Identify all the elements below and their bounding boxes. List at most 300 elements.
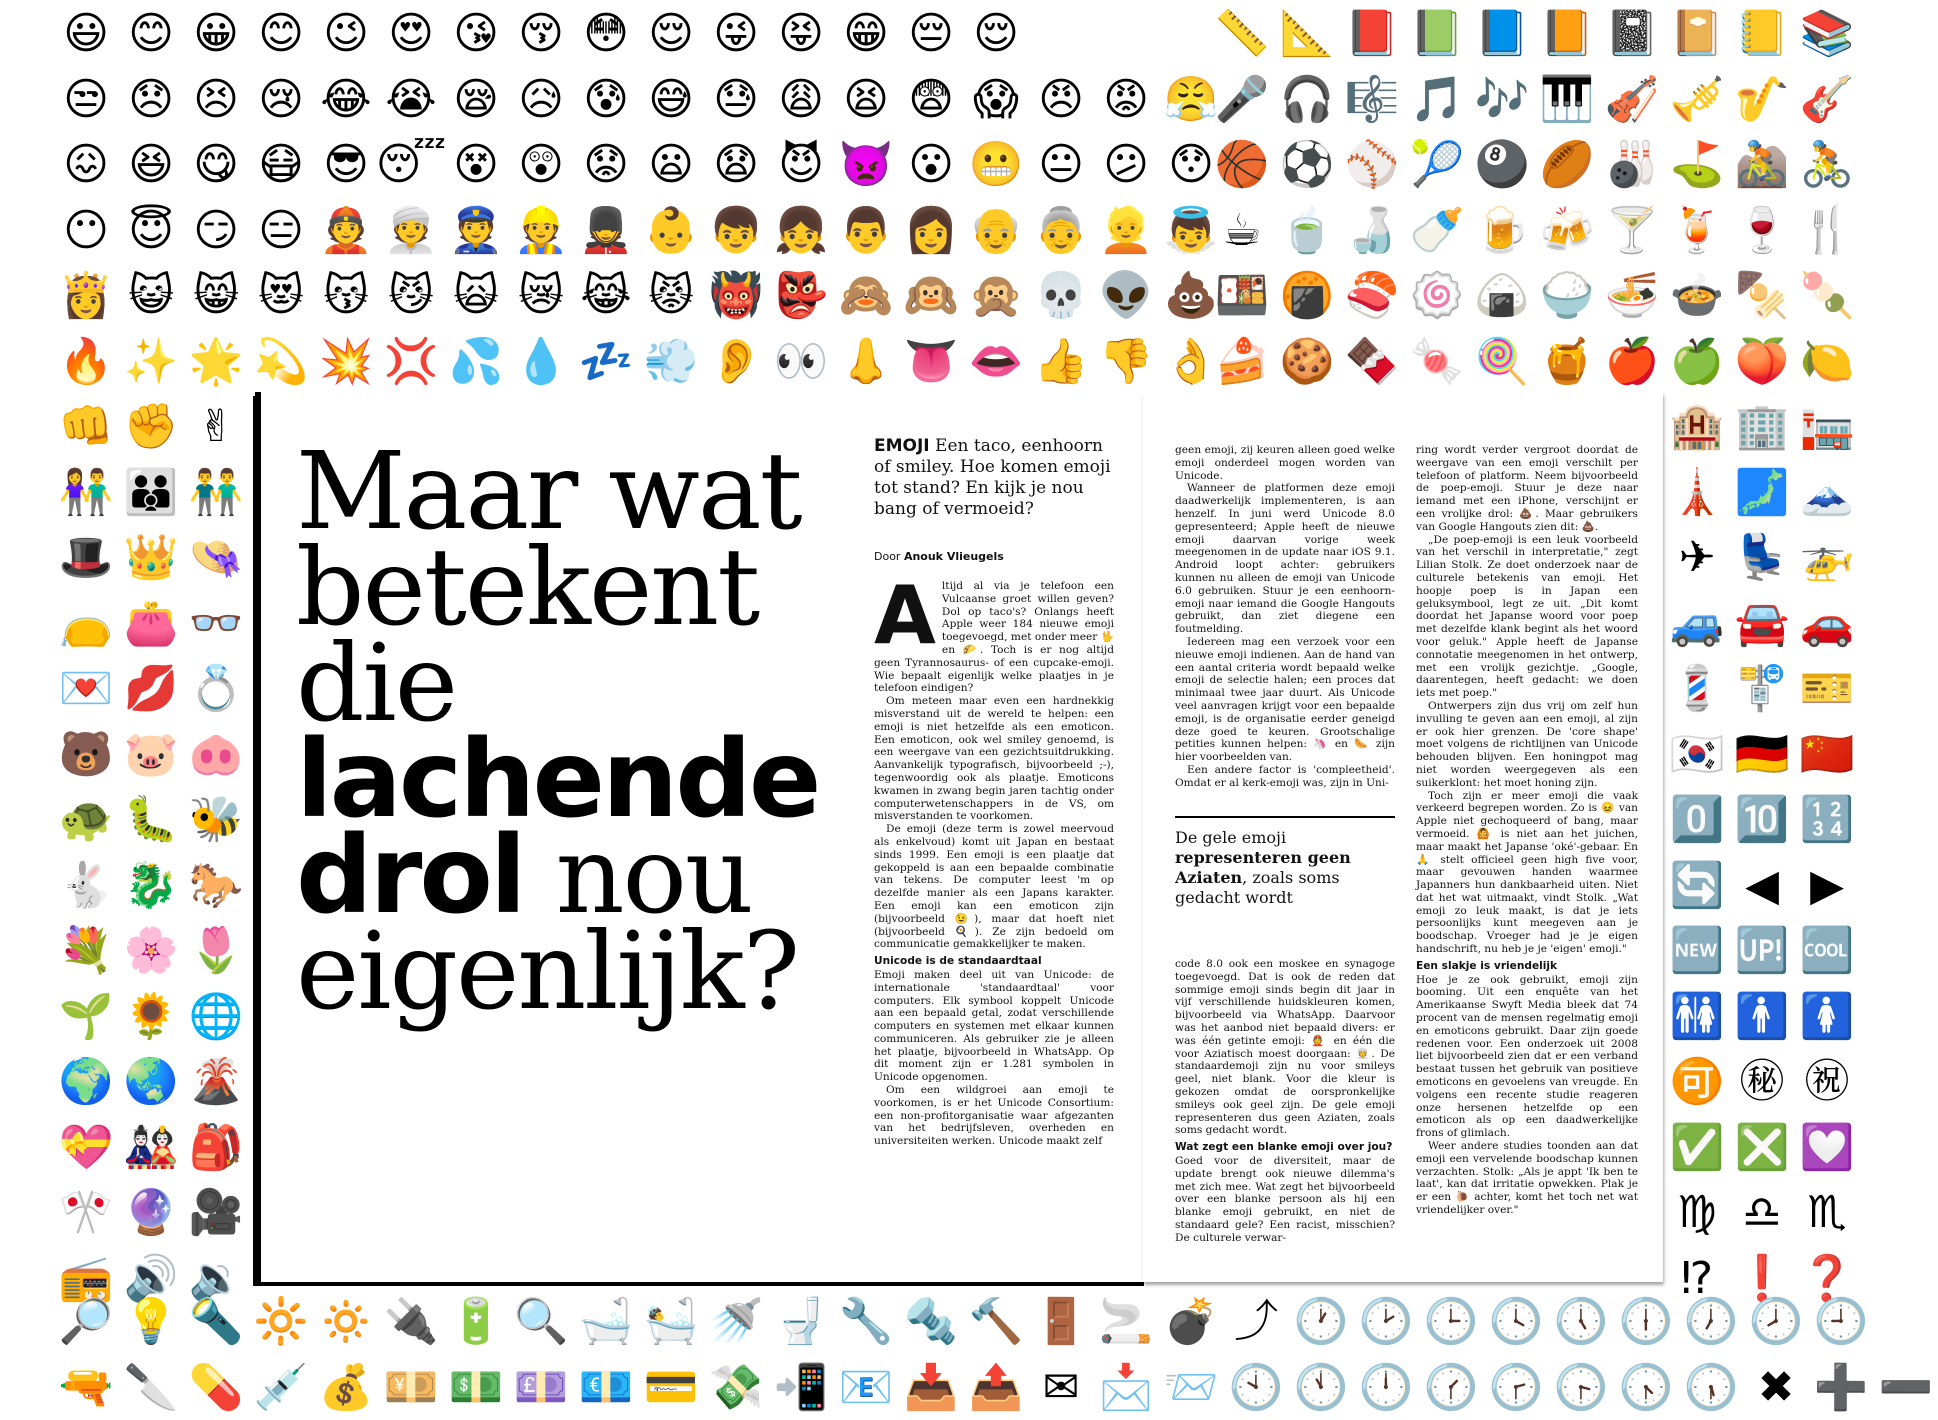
emoji-icon: 🍻 xyxy=(1539,204,1595,256)
emoji-icon: 😁 xyxy=(843,8,889,59)
emoji-icon: 🍺 xyxy=(1474,204,1530,256)
emoji-icon: 😥 xyxy=(518,73,564,125)
emoji-icon: 🆕 xyxy=(1669,925,1725,976)
emoji-icon: 🎶 xyxy=(1474,73,1530,125)
emoji-icon: 🔅 xyxy=(318,1296,374,1347)
emoji-icon: 🍴 xyxy=(1799,204,1855,256)
emoji-icon: 🔮 xyxy=(123,1187,179,1238)
emoji-icon: 🔉 xyxy=(188,1252,244,1304)
emoji-icon: 👂 xyxy=(708,335,764,387)
emoji-icon: 🔟 xyxy=(1734,794,1790,845)
emoji-icon: 🚪 xyxy=(1033,1296,1089,1347)
emoji-icon: 😖 xyxy=(63,139,109,190)
emoji-icon: 🍭 xyxy=(1474,335,1530,387)
emoji-icon: 🎩 xyxy=(58,532,114,583)
emoji-icon: ◀ xyxy=(1745,859,1779,911)
emoji-icon: 🍬 xyxy=(1409,335,1465,387)
emoji-icon: 🍣 xyxy=(1344,270,1400,321)
emoji-icon: 🌟 xyxy=(188,335,244,387)
emoji-icon: 🍙 xyxy=(1474,270,1530,321)
byline-author: Anouk Vlieugels xyxy=(903,550,1004,563)
byline-prefix: Door xyxy=(874,550,904,563)
emoji-icon: 🔦 xyxy=(188,1296,244,1347)
paragraph: Om een wildgroei aan emoji te voorkomen, is er het Unicode Consortium: een non-profitorganisatie waar afgezanten van het bedrijfsleven, overheden en universiteiten werken. Unicode maakt zelf xyxy=(874,1084,1114,1148)
paragraph: Wanneer de platformen deze emoji daadwerkelijk implementeren, is aan henzelf. In juni werd Unicode 8.0 gepresenteerd; Apple heeft de nieuwe emoji daarvan vorige week meegenomen in de update naar iOS 9.1. Android loopt achter: gebruikers kunnen nu alleen de emoji van Unicode 6.0 gebruiken. Stuur je een eenhoorn-emoji naar iemand die Google Hangouts gebruikt, dan ziet diegene een foutmelding. xyxy=(1175,482,1395,636)
emoji-icon: 🍸 xyxy=(1604,204,1660,256)
emoji-icon: ♍ xyxy=(1677,1187,1717,1238)
emoji-icon: 🎌 xyxy=(58,1187,114,1238)
emoji-icon: 🔋 xyxy=(448,1296,504,1347)
headline-line-2: betekent xyxy=(296,526,759,650)
emoji-icon: 👫 xyxy=(58,466,114,518)
emoji-icon: 🍥 xyxy=(1409,270,1465,321)
emoji-icon: 🆙 xyxy=(1734,925,1790,976)
emoji-icon: 0️⃣ xyxy=(1669,794,1725,845)
emoji-icon: 📏 xyxy=(1214,8,1270,59)
emoji-icon: 😃 xyxy=(63,8,109,59)
emoji-icon: ⤴ xyxy=(1234,1296,1278,1347)
emoji-icon: 🚬 xyxy=(1098,1296,1154,1347)
emoji-icon: ✉ xyxy=(1042,1361,1080,1413)
emoji-icon: ✨ xyxy=(123,335,179,387)
emoji-icon: 👴 xyxy=(968,204,1024,256)
emoji-icon: ♏ xyxy=(1807,1187,1847,1238)
emoji-icon: 🕞 xyxy=(1553,1361,1609,1413)
emoji-icon: 👨 xyxy=(838,204,894,256)
emoji-icon: 😞 xyxy=(128,73,174,125)
emoji-icon: ㊙ xyxy=(1740,1056,1784,1107)
emoji-icon: 😒 xyxy=(63,73,109,125)
emoji-icon: ✈ xyxy=(1678,532,1716,583)
emoji-icon: 💝 xyxy=(58,1121,114,1173)
emoji-icon: 😢 xyxy=(258,73,304,125)
article-column-2 xyxy=(1175,444,1395,790)
emoji-icon: 🗾 xyxy=(1734,466,1790,518)
emoji-icon: 🕑 xyxy=(1358,1296,1414,1347)
emoji-icon: 🕚 xyxy=(1293,1361,1349,1413)
emoji-icon: 📩 xyxy=(1098,1361,1154,1413)
emoji-icon: 🍘 xyxy=(1279,270,1335,321)
emoji-icon: 😷 xyxy=(258,139,304,190)
emoji-icon: 😹 xyxy=(580,270,632,321)
emoji-icon: 👎 xyxy=(1098,335,1154,387)
emoji-icon: 😝 xyxy=(778,8,824,59)
emoji-icon: 😴 xyxy=(375,139,447,190)
emoji-icon: 💥 xyxy=(318,335,374,387)
emoji-icon: 📥 xyxy=(903,1361,959,1413)
pull-quote-bold: representeren geen Aziaten xyxy=(1175,848,1351,887)
emoji-icon: 🚹 xyxy=(1734,990,1790,1042)
emoji-icon: 💉 xyxy=(253,1361,309,1413)
emoji-icon: 👀 xyxy=(773,335,829,387)
emoji-icon: 😐 xyxy=(1038,139,1084,190)
emoji-icon: ☕ xyxy=(1222,204,1262,256)
emoji-icon: 💤 xyxy=(578,335,634,387)
emoji-icon: 😌 xyxy=(973,8,1019,59)
emoji-icon: 😯 xyxy=(1168,139,1214,190)
emoji-icon: ✌ xyxy=(197,401,235,452)
paragraph: Een andere factor is 'compleetheid'. Omdat er al kerk-emoji was, zijn in Uni- xyxy=(1175,763,1395,789)
paragraph: „De poep-emoji is een leuk voorbeeld van het verschil in interpretatie," zegt Lilian Stolk. Ze doet onderzoek naar de culturele betekenis van emoji. Het hoopje poep is in Japan een geluksymbool, legt ze uit. „Dit komt doordat het Japanse woord voor poep met dezelfde klank begint als het woord voor geluk." Apple heeft de Japanse connotatie meegenomen in het ontwerp, met een vrolijk gezichtje. „Google, daarentegen, heeft gedacht: we doen iets met poep." xyxy=(1416,533,1638,700)
emoji-icon: 🎻 xyxy=(1604,73,1660,125)
emoji-icon: 😠 xyxy=(1038,73,1084,125)
emoji-icon: 👺 xyxy=(773,270,829,321)
emoji-icon: 🌱 xyxy=(58,990,114,1042)
emoji-icon: 🔢 xyxy=(1799,794,1855,845)
emoji-icon: 😋 xyxy=(193,139,239,190)
emoji-icon: 🕜 xyxy=(1423,1361,1479,1413)
emoji-icon: 📚 xyxy=(1799,8,1855,59)
emoji-icon: 👪 xyxy=(123,466,179,518)
emoji-icon: 😤 xyxy=(1163,73,1219,125)
emoji-icon: 🗼 xyxy=(1669,466,1725,518)
emoji-icon: 🎧 xyxy=(1279,73,1335,125)
paragraph: Ontwerpers zijn dus vrij om zelf hun invulling te geven aan een emoji, al zijn er ook hier grenzen. De 'core shape' moet volgens de richtlijnen van Unicode behouden blijven. Een honingpot mag niet worden weergegeven als een suikerklont: het moet honing zijn. xyxy=(1416,699,1638,789)
emoji-icon: 🐻 xyxy=(58,728,114,780)
emoji-icon: 😺 xyxy=(128,270,174,321)
emoji-icon: 🛁 xyxy=(578,1296,634,1347)
emoji-icon: 📘 xyxy=(1474,8,1530,59)
emoji-icon: 🕐 xyxy=(1293,1296,1349,1347)
emoji-icon: 📨 xyxy=(1163,1361,1219,1413)
emoji-icon: 🔪 xyxy=(123,1361,179,1413)
emoji-icon: 🐇 xyxy=(58,859,114,911)
emoji-icon: 😅 xyxy=(648,73,694,125)
emoji-icon: 🎸 xyxy=(1799,73,1855,125)
emoji-icon: 👝 xyxy=(58,597,114,649)
emoji-icon: 🕒 xyxy=(1423,1296,1479,1347)
emoji-icon: 🍯 xyxy=(1539,335,1595,387)
emoji-icon: 🕘 xyxy=(1813,1296,1869,1347)
emoji-icon: 💴 xyxy=(383,1361,439,1413)
emoji-icon: 👩 xyxy=(903,204,959,256)
emoji-icon: 🍶 xyxy=(1344,204,1400,256)
emoji-icon: 💀 xyxy=(1033,270,1089,321)
emoji-icon: 😻 xyxy=(258,270,304,321)
emoji-icon: 🍫 xyxy=(1344,335,1400,387)
emoji-icon: 🙈 xyxy=(838,270,894,321)
headline-line-1: Maar wat xyxy=(296,430,801,554)
emoji-icon: 💐 xyxy=(58,925,114,976)
emoji-icon: 🕕 xyxy=(1618,1296,1674,1347)
emoji-icon: 🌏 xyxy=(123,1056,179,1107)
emoji-icon: 🏣 xyxy=(1799,401,1855,452)
emoji-icon: 😔 xyxy=(908,8,954,59)
emoji-icon: 💶 xyxy=(578,1361,634,1413)
emoji-icon: 📤 xyxy=(968,1361,1024,1413)
emoji-icon: 📲 xyxy=(773,1361,829,1413)
emoji-icon: 😪 xyxy=(453,73,499,125)
emoji-icon: 🕙 xyxy=(1228,1361,1284,1413)
emoji-icon: 🚻 xyxy=(1669,990,1725,1042)
paragraph: Toch zijn er meer emoji die vaak verkeerd begrepen worden. Zo is 😖 van Apple niet gechoqueerd of bang, maar vermoeid. 🙆 is niet aan het juichen, maar maakt het Japanse 'oké'-gebaar. En 🙏 stelt officieel geen high five voor, maar gevouwen handen waarmee Japanners hun dankbaarheid uiten. Niet dat het wat uitmaakt, vindt Stolk. „Wat emoji zo leuk maakt, is dat je iets persoonlijks kunt meegeven aan je boodschap. Vroeger had je je eigen handschrift, nu heb je je 'eigen' emoji." xyxy=(1416,789,1638,956)
headline-line-5-bold: drol xyxy=(296,814,524,938)
emoji-icon: 💵 xyxy=(448,1361,504,1413)
emoji-icon: 👒 xyxy=(188,532,244,583)
emoji-icon: 🕗 xyxy=(1748,1296,1804,1347)
emoji-icon: 💧 xyxy=(513,335,569,387)
emoji-icon: 😧 xyxy=(713,139,759,190)
emoji-icon: 🎼 xyxy=(1344,73,1400,125)
emoji-icon: 🙀 xyxy=(453,270,499,321)
emoji-icon: 🎺 xyxy=(1669,73,1725,125)
emoji-icon: 💳 xyxy=(643,1361,699,1413)
subheading-blank-emoji: Wat zegt een blanke emoji over jou? xyxy=(1175,1141,1393,1154)
emoji-icon: 💰 xyxy=(318,1361,374,1413)
pull-quote-c: , zoals soms gedacht wordt xyxy=(1175,868,1340,907)
emoji-icon: 🍰 xyxy=(1214,335,1270,387)
emoji-icon: 😰 xyxy=(583,73,629,125)
emoji-icon: 💦 xyxy=(448,335,504,387)
emoji-icon: ⁉ xyxy=(1680,1252,1714,1304)
emoji-icon: 🙉 xyxy=(903,270,959,321)
emoji-icon: 😿 xyxy=(518,270,564,321)
emoji-icon: 🎎 xyxy=(123,1121,179,1173)
emoji-icon: 🏢 xyxy=(1734,401,1790,452)
emoji-icon: 💋 xyxy=(123,663,179,714)
emoji-icon: 🚙 xyxy=(1669,597,1725,649)
emoji-icon: 😲 xyxy=(518,139,564,190)
emoji-icon: 👸 xyxy=(58,270,114,321)
emoji-icon: 🕔 xyxy=(1553,1296,1609,1347)
article-column-2b xyxy=(1175,958,1395,1245)
emoji-icon: 😱 xyxy=(973,73,1019,125)
emoji-icon: 🍡 xyxy=(1799,270,1855,321)
emoji-icon: 🇰🇷 xyxy=(1669,728,1725,780)
emoji-icon: 📓 xyxy=(1604,8,1660,59)
emoji-icon: 💨 xyxy=(643,335,699,387)
emoji-icon: 🇨🇳 xyxy=(1799,728,1855,780)
emoji-icon: ❗ xyxy=(1734,1252,1790,1304)
emoji-icon: 🚽 xyxy=(773,1296,829,1347)
emoji-icon: ✊ xyxy=(123,401,179,452)
emoji-icon: 💌 xyxy=(58,663,114,714)
headline xyxy=(296,430,819,1034)
emoji-icon: 💊 xyxy=(188,1361,244,1413)
emoji-icon: 😆 xyxy=(128,139,174,190)
emoji-icon: 🔧 xyxy=(838,1296,894,1347)
emoji-icon: 🎷 xyxy=(1734,73,1790,125)
emoji-icon: 🍵 xyxy=(1279,204,1335,256)
dropcap: A xyxy=(874,569,936,662)
emoji-icon: 👊 xyxy=(58,401,114,452)
emoji-icon: 📒 xyxy=(1734,8,1790,59)
paragraph: geen emoji, zij keuren alleen goed welke emoji onderdeel mogen worden van Unicode. xyxy=(1175,444,1395,482)
subheading-unicode: Unicode is de standaardtaal xyxy=(874,955,1042,968)
emoji-icon: 💢 xyxy=(383,335,439,387)
emoji-icon: 🐎 xyxy=(188,859,244,911)
paragraph: Emoji maken deel uit van Unicode: de internationale 'standaardtaal' voor computers. Elk symbool koppelt Unicode aan een bepaald getal, zodat verschillende computers en systemen met elkaar kunnen communiceren. Als gebruiker zie je alleen het plaatje, bijvoorbeeld in WhatsApp. Op dit moment zijn er 1.281 symbolen in Unicode opgenomen. xyxy=(874,968,1114,1084)
emoji-icon: 🍑 xyxy=(1734,335,1790,387)
emoji-icon: 📧 xyxy=(838,1361,894,1413)
emoji-icon: 📻 xyxy=(58,1252,114,1304)
emoji-icon: 😚 xyxy=(518,8,564,59)
emoji-icon: ❎ xyxy=(1734,1121,1790,1173)
emoji-icon: 😊 xyxy=(128,8,174,59)
emoji-icon: 😫 xyxy=(843,73,889,125)
emoji-icon: 🍪 xyxy=(1279,335,1335,387)
lead-tag: EMOJI xyxy=(874,436,930,456)
emoji-icon: 😬 xyxy=(968,139,1024,190)
emoji-icon: 👦 xyxy=(708,204,764,256)
emoji-icon: 🉑 xyxy=(1669,1056,1725,1107)
emoji-icon: 🚏 xyxy=(1734,663,1790,714)
emoji-icon: 🍲 xyxy=(1669,270,1725,321)
emoji-icon: 😍 xyxy=(388,8,434,59)
emoji-icon: 😜 xyxy=(713,8,759,59)
emoji-icon: 🍼 xyxy=(1409,204,1465,256)
emoji-icon: 🎱 xyxy=(1474,139,1530,190)
emoji-icon: 🔍 xyxy=(513,1296,569,1347)
emoji-icon: 👑 xyxy=(123,532,179,583)
emoji-icon: 🇩🇪 xyxy=(1734,728,1790,780)
emoji-icon: 🍷 xyxy=(1734,204,1790,256)
byline xyxy=(874,550,1114,563)
emoji-icon: 🐷 xyxy=(123,728,179,780)
emoji-icon: 🌷 xyxy=(188,925,244,976)
headline-line-5-thin: nou xyxy=(523,814,752,938)
emoji-icon: 🍎 xyxy=(1604,335,1660,387)
paragraph: Om meteen maar even een hardnekkig misverstand uit de wereld te helpen: een emoji is niet hetzelfde als een emoticon. Een emoticon, ook wel smiley genoemd, is een weergave van een gezichtsuitdrukking. Aanvankelijk typografisch, bijvoorbeeld ;-), tegenwoordig ook als plaatje. Emoticons kwamen in zwang begin jaren tachtig onder computerwetenschappers in de VS, om misverstanden te voorkomen. xyxy=(874,695,1114,823)
emoji-icon: 🎾 xyxy=(1409,139,1465,190)
emoji-icon: 🌋 xyxy=(188,1056,244,1107)
emoji-icon: 🎥 xyxy=(188,1187,244,1238)
article-column-1 xyxy=(874,569,1114,1148)
emoji-icon: 👃 xyxy=(838,335,894,387)
headline-line-6: eigenlijk? xyxy=(296,910,799,1034)
emoji-icon: ⚽ xyxy=(1279,139,1335,190)
emoji-icon: 🛀 xyxy=(643,1296,699,1347)
emoji-icon: 💂 xyxy=(578,204,634,256)
emoji-icon: 🎒 xyxy=(188,1121,244,1173)
emoji-icon: 👼 xyxy=(1163,204,1219,256)
emoji-icon: 👹 xyxy=(708,270,764,321)
emoji-icon: 👄 xyxy=(968,335,1024,387)
paragraph: code 8.0 ook een moskee en synagoge toegevoegd. Dat is ook de reden dat sommige emoji sinds begin dit jaar in vijf verschillende huidskleuren komen, bijvoorbeeld via WhatsApp. Daarvoor was het aanbod niet bepaald divers: er was één getinte emoji: 👲 en één die voor Aziatisch moest doorgaan: 👳. De standaardemoji zijn nu voor smileys geel, niet blank. Voor die kleur is gekozen omdat de oorspronkelijke smileys ook geel zijn. De gele emoji representeren dus geen Aziaten, zoals soms gedacht wordt. xyxy=(1175,958,1395,1137)
emoji-icon: 🔊 xyxy=(123,1252,179,1304)
emoji-icon: 📙 xyxy=(1539,8,1595,59)
emoji-icon: 💩 xyxy=(1163,270,1219,321)
emoji-icon: 👱 xyxy=(1098,204,1154,256)
emoji-icon: 😣 xyxy=(193,73,239,125)
emoji-icon: 🕟 xyxy=(1618,1361,1674,1413)
emoji-icon: 💣 xyxy=(1163,1296,1219,1347)
emoji-icon: 🚵 xyxy=(1734,139,1790,190)
emoji-icon: 👶 xyxy=(643,204,699,256)
pull-quote-a: De gele emoji xyxy=(1175,828,1287,847)
emoji-icon: 🔨 xyxy=(968,1296,1024,1347)
paragraph: Hoe je ze ook gebruikt, emoji zijn booming. Uit een enquête van het Amerikaanse Swyft Media bleek dat 74 procent van de mensen regelmatig emoji en emoticons gebruikt. Daar zijn goede redenen voor. Een onderzoek uit 2008 liet bijvoorbeeld zien dat er een verband bestaat tussen het gebruik van positieve emoticons en gevoelens van vreugde. En volgens een recente studie reageren onze hersenen hetzelfde op een emoticon als op een daadwerkelijke frons of glimlach. xyxy=(1416,973,1638,1140)
emoji-icon: 🆒 xyxy=(1799,925,1855,976)
emoji-icon: 🕝 xyxy=(1488,1361,1544,1413)
emoji-icon: 🐝 xyxy=(188,794,244,845)
emoji-icon: 😮 xyxy=(908,139,954,190)
emoji-icon: 👅 xyxy=(903,335,959,387)
emoji-icon: 🕛 xyxy=(1358,1361,1414,1413)
emoji-icon: 💍 xyxy=(188,663,244,714)
emoji-icon: 💈 xyxy=(1669,663,1725,714)
emoji-icon: 😸 xyxy=(193,270,239,321)
emoji-icon: 🌸 xyxy=(123,925,179,976)
emoji-icon: 😈 xyxy=(778,139,824,190)
emoji-icon: 🗻 xyxy=(1799,466,1855,518)
emoji-icon: 💡 xyxy=(123,1296,179,1347)
emoji-icon: 🔆 xyxy=(253,1296,309,1347)
emoji-icon: 👽 xyxy=(1098,270,1154,321)
headline-line-4: lachende xyxy=(296,718,819,842)
emoji-icon: 🙊 xyxy=(968,270,1024,321)
emoji-icon: 🚘 xyxy=(1734,597,1790,649)
emoji-icon: 👲 xyxy=(318,204,374,256)
emoji-icon: ㊗ xyxy=(1805,1056,1849,1107)
emoji-icon: ❓ xyxy=(1799,1252,1855,1304)
emoji-icon: 🏀 xyxy=(1214,139,1270,190)
emoji-icon: 🚁 xyxy=(1799,532,1855,583)
emoji-icon: 👧 xyxy=(773,204,829,256)
lead-intro xyxy=(874,436,1114,520)
emoji-icon: 📔 xyxy=(1669,8,1725,59)
emoji-icon: 💺 xyxy=(1734,532,1790,583)
emoji-icon: 👍 xyxy=(1033,335,1089,387)
emoji-icon: 😭 xyxy=(385,73,437,125)
headline-line-3: die xyxy=(296,622,457,746)
emoji-icon: 💸 xyxy=(708,1361,764,1413)
pull-quote xyxy=(1175,816,1395,908)
emoji-icon: 😏 xyxy=(193,204,239,256)
emoji-icon: 😕 xyxy=(1103,139,1149,190)
emoji-icon: 👮 xyxy=(448,204,504,256)
emoji-icon: 😀 xyxy=(193,8,239,59)
emoji-icon: 🐛 xyxy=(123,794,179,845)
emoji-icon: 🐽 xyxy=(188,728,244,780)
emoji-icon: 🚴 xyxy=(1799,139,1855,190)
emoji-icon: 🎳 xyxy=(1604,139,1660,190)
emoji-icon: 🏨 xyxy=(1669,401,1725,452)
emoji-icon: 😘 xyxy=(453,8,499,59)
emoji-icon: 🔄 xyxy=(1669,859,1725,911)
emoji-icon: 😂 xyxy=(320,73,372,125)
emoji-icon: 😽 xyxy=(323,270,369,321)
right-magazine-page xyxy=(1143,392,1663,1282)
emoji-icon: 🕠 xyxy=(1683,1361,1739,1413)
emoji-icon: 👳 xyxy=(383,204,439,256)
emoji-icon: 🍋 xyxy=(1799,335,1855,387)
paragraph: Iedereen mag een verzoek voor een nieuwe emoji indienen. Aan de hand van een aantal criteria wordt bepaald welke emoji de selectie halen; een proces dat minimaal twee jaar duurt. Als Unicode veel aanvragen krijgt voor een bepaalde emoji, is de organisatie eerder geneigd deze goed te keuren. Grootschalige petities kunnen helpen: 🦄 en 🌭 zijn hier voorbeelden van. xyxy=(1175,635,1395,764)
emoji-icon: 🍹 xyxy=(1669,204,1725,256)
emoji-icon: 😇 xyxy=(128,204,174,256)
emoji-icon: 📕 xyxy=(1344,8,1400,59)
emoji-icon: 👷 xyxy=(513,204,569,256)
emoji-icon: 🏉 xyxy=(1539,139,1595,190)
emoji-icon: 😨 xyxy=(908,73,954,125)
emoji-icon: 😵 xyxy=(453,139,499,190)
emoji-icon: 🍢 xyxy=(1734,270,1790,321)
emoji-icon: 🍚 xyxy=(1539,270,1595,321)
subheading-slakje: Een slakje is vriendelijk xyxy=(1416,959,1558,972)
emoji-icon: ✖ xyxy=(1757,1361,1795,1413)
emoji-icon: 😟 xyxy=(583,139,629,190)
emoji-icon: 🔌 xyxy=(383,1296,439,1347)
emoji-icon: ⛳ xyxy=(1669,139,1725,190)
emoji-icon: 🎤 xyxy=(1214,73,1270,125)
emoji-icon: 🚗 xyxy=(1799,597,1855,649)
emoji-icon: 🔫 xyxy=(58,1361,114,1413)
paragraph: ring wordt verder vergroot doordat de weergave van een emoji verschilt per telefoon of platform. Neem bijvoorbeeld de poep-emoji. Stuur je deze naar iemand met een iPhone, verschijnt er een vrolijke drol: 💩. Maar gebruikers van Google Hangouts zien dit: 💩. xyxy=(1416,444,1638,533)
emoji-icon: 😓 xyxy=(713,73,759,125)
emoji-icon: 😶 xyxy=(63,204,109,256)
emoji-icon: 🍜 xyxy=(1604,270,1660,321)
emoji-icon: 😾 xyxy=(648,270,694,321)
